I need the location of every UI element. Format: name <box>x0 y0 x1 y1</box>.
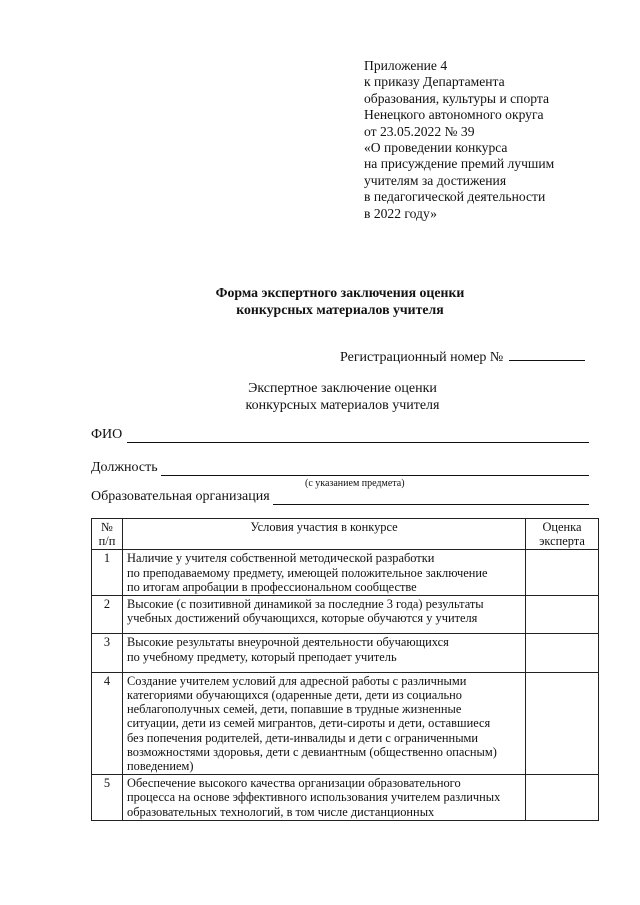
header-condition: Условия участия в конкурсе <box>123 519 526 550</box>
conclusion-title-line-1: Экспертное заключение оценки <box>248 381 437 396</box>
row-text-line: неблагополучных семей, дети, попавшие в трудные жизненные <box>127 702 462 717</box>
header-num-line: п/п <box>98 534 116 549</box>
row-condition <box>123 775 526 821</box>
row-number: 5 <box>92 775 123 821</box>
row-text-line: Наличие у учителя собственной методической разработки <box>127 551 435 566</box>
row-text-line: ситуации, дети из семей мигрантов, дети-сироты и дети, оставшиеся <box>127 716 491 731</box>
row-text-line: по итогам апробации в профессиональном сообществе <box>127 579 417 594</box>
fio-label: ФИО <box>91 427 123 442</box>
row-text-line: без попечения родителей, дети-инвалиды и дети с ограниченными <box>127 730 478 745</box>
appendix-block <box>364 58 604 222</box>
row-number: 2 <box>92 596 123 634</box>
row-number: 4 <box>92 672 123 774</box>
fio-field <box>91 427 589 443</box>
conditions-table <box>91 518 599 821</box>
header-score-line: Оценка <box>542 520 582 534</box>
row-text-line: учебных достижений обучающихся, которые обучаются у учителя <box>127 611 478 626</box>
row-condition <box>123 672 526 774</box>
form-title <box>0 284 640 318</box>
appendix-line: к приказу Департамента <box>364 74 505 90</box>
appendix-line: от 23.05.2022 № 39 <box>364 123 475 139</box>
registration-label: Регистрационный номер № <box>340 350 504 365</box>
row-text-line: возможностями здоровья, дети с девиантным (общественно опасным) <box>127 744 497 759</box>
row-text-line: Высокие результаты внеурочной деятельности обучающихся <box>127 635 449 650</box>
row-text-line: по преподаваемому предмету, имеющей положительное заключение <box>127 565 488 580</box>
appendix-line: Приложение 4 <box>364 58 448 73</box>
position-note: (с указанием предмета) <box>305 478 405 489</box>
table-header-row <box>92 519 599 550</box>
table-row <box>92 596 599 634</box>
row-text-line: процесса на основе эффективного использования учителем различных <box>127 790 501 805</box>
row-text-line: образовательных технологий, в том числе дистанционных <box>127 804 435 819</box>
registration-blank-line[interactable] <box>509 348 585 361</box>
appendix-line: в педагогической деятельности <box>364 189 546 205</box>
header-num-line: № <box>101 520 113 534</box>
appendix-line: учителям за достижения <box>364 172 507 188</box>
header-score-line: эксперта <box>539 534 585 549</box>
table-row <box>92 550 599 596</box>
row-condition <box>123 596 526 634</box>
score-cell[interactable] <box>526 775 599 821</box>
row-number: 1 <box>92 550 123 596</box>
header-score <box>526 519 599 550</box>
row-text-line: Обеспечение высокого качества организации образовательного <box>127 776 461 791</box>
appendix-line: «О проведении конкурса <box>364 140 508 156</box>
organization-blank-line[interactable] <box>273 504 589 505</box>
appendix-line: образования, культуры и спорта <box>364 90 550 106</box>
row-text-line: поведением) <box>127 759 194 774</box>
fio-blank-line[interactable] <box>127 442 589 443</box>
table-row <box>92 634 599 672</box>
organization-field <box>91 489 589 505</box>
conclusion-title-line-2: конкурсных материалов учителя <box>245 398 440 413</box>
appendix-line: на присуждение премий лучшим <box>364 156 555 172</box>
row-text-line: по учебному предмету, который преподает учитель <box>127 649 397 664</box>
form-title-line-2: конкурсных материалов учителя <box>236 302 444 317</box>
row-text-line: Высокие (с позитивной динамикой за последние 3 года) результаты <box>127 597 484 612</box>
table-row <box>92 775 599 821</box>
row-number: 3 <box>92 634 123 672</box>
row-text-line: Создание учителем условий для адресной работы с различными <box>127 673 467 688</box>
score-cell[interactable] <box>526 672 599 774</box>
position-field <box>91 460 589 476</box>
score-cell[interactable] <box>526 596 599 634</box>
form-title-line-1: Форма экспертного заключения оценки <box>215 285 465 300</box>
row-condition <box>123 634 526 672</box>
position-blank-line[interactable] <box>161 475 589 476</box>
row-text-line: категориями обучающихся (одаренные дети, дети из социально <box>127 688 462 703</box>
registration-number <box>340 348 585 366</box>
score-cell[interactable] <box>526 550 599 596</box>
organization-label: Образовательная организация <box>91 489 270 504</box>
score-cell[interactable] <box>526 634 599 672</box>
table-row <box>92 672 599 774</box>
conclusion-title <box>0 380 640 414</box>
position-label: Должность <box>91 460 158 475</box>
header-num <box>92 519 123 550</box>
appendix-line: в 2022 году» <box>364 205 437 221</box>
appendix-line: Ненецкого автономного округа <box>364 107 544 123</box>
row-condition <box>123 550 526 596</box>
